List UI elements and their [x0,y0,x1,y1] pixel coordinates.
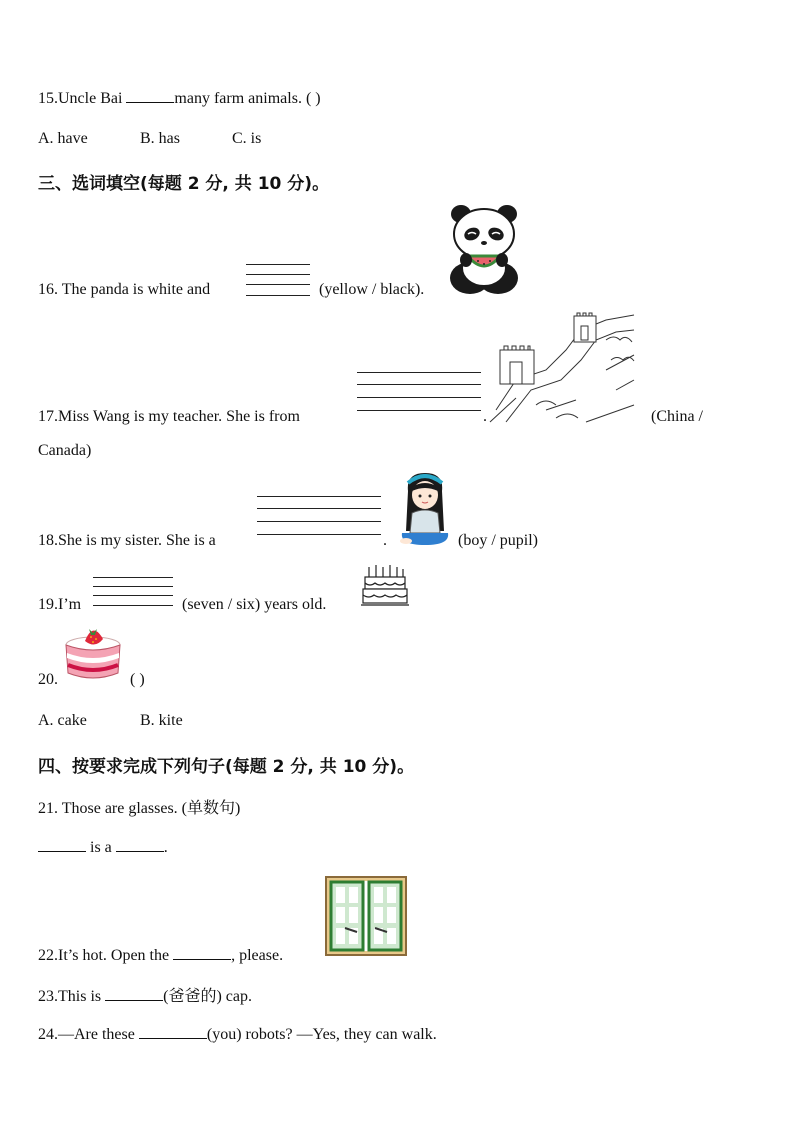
writing-lines[interactable] [93,577,173,607]
option-b[interactable]: B. has [140,130,180,147]
question-text: 15.Uncle Bai [38,90,127,107]
answer-blank[interactable] [126,88,174,103]
question-text: (you) robots? —Yes, they can walk. [206,1026,437,1043]
question-17-options: (China / [651,408,703,425]
option-a[interactable]: A. cake [38,712,87,729]
answer-blank[interactable] [139,1024,207,1039]
question-text: (爸爸的) cap. [163,988,252,1005]
question-24 [38,1024,437,1044]
question-22 [38,945,283,965]
question-text: 24.—Are these [38,1026,139,1043]
window-icon [325,876,407,956]
question-text: 22.It’s hot. Open the [38,947,174,964]
question-21-answer [38,837,168,857]
question-text: , please. [231,947,284,964]
question-18-options: (boy / pupil) [458,532,538,549]
option-b[interactable]: B. kite [140,712,183,729]
writing-lines[interactable] [357,372,481,412]
girl-icon [398,471,452,547]
section-title: 四、按要求完成下列句子(每题 2 分, 共 10 分)。 [38,757,415,777]
answer-text: . [163,839,168,856]
answer-blank[interactable] [105,986,163,1001]
panda-icon [448,204,520,296]
question-17-text: 17.Miss Wang is my teacher. She is from [38,408,300,425]
writing-lines[interactable] [257,496,381,536]
question-19-text: 19.I’m [38,596,82,613]
question-18-text: 18.She is my sister. She is a [38,532,216,549]
question-16-options: (yellow / black). [319,281,425,298]
answer-blank[interactable] [116,837,164,852]
question-20-number: 20. [38,671,58,688]
answer-parentheses[interactable]: ( ) [130,671,145,688]
option-a[interactable]: A. have [38,130,88,147]
writing-lines[interactable] [246,264,310,296]
question-23 [38,983,252,1006]
question-16-text: 16. The panda is white and [38,281,211,298]
question-text: many farm animals. ( ) [174,90,321,107]
answer-blank[interactable] [38,837,86,852]
option-c[interactable]: C. is [232,130,262,147]
question-15 [38,88,321,108]
question-text: 23.This is [38,988,106,1005]
answer-text: is a [86,839,116,856]
question-19-options: (seven / six) years old. [182,596,327,613]
answer-blank[interactable] [173,945,231,960]
birthday-cake-icon [361,563,409,607]
question-21-text: 21. Those are glasses. (单数句) [38,800,241,817]
question-17-options-cont: Canada) [38,442,92,459]
section-title: 三、选词填空(每题 2 分, 共 10 分)。 [38,174,330,194]
great-wall-icon [486,310,636,424]
strawberry-cake-icon [63,625,123,683]
sentence-period: . [483,408,487,425]
sentence-period: . [383,532,387,549]
